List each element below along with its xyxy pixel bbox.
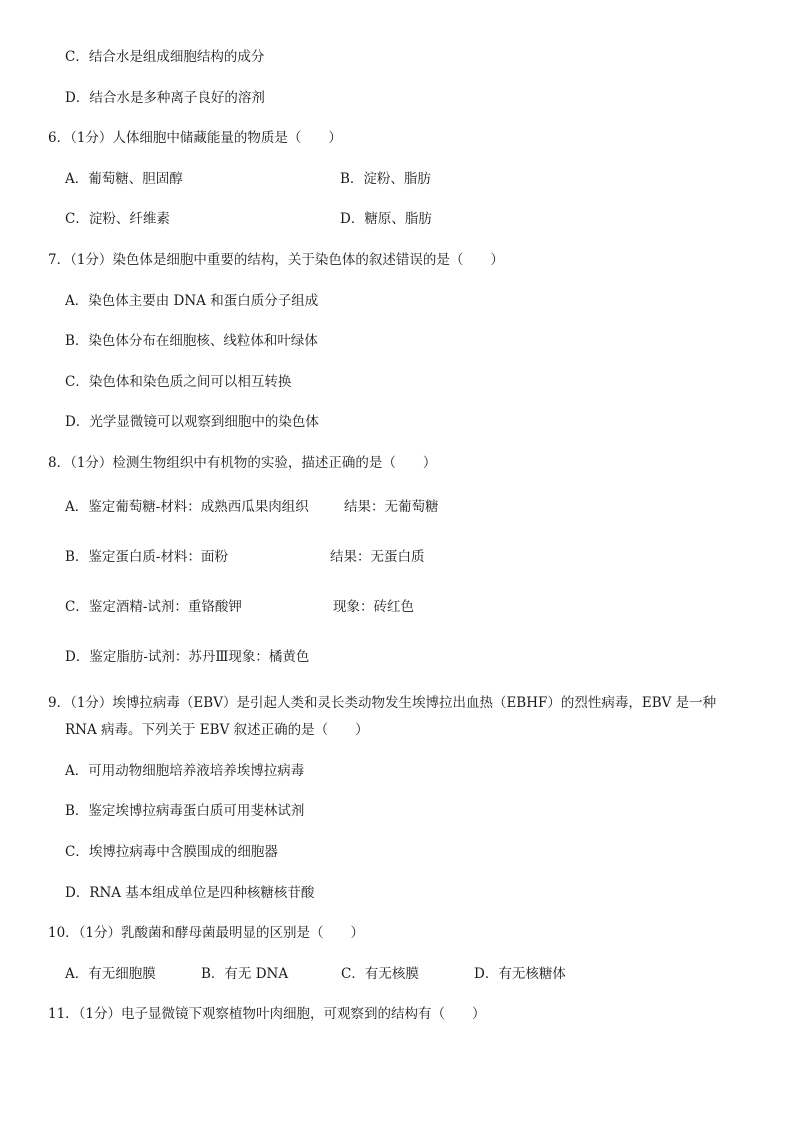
q9-option-c: C．埃博拉病毒中含膜围成的细胞器 — [65, 844, 278, 860]
prev-option-d: D．结合水是多种离子良好的溶剂 — [65, 90, 265, 106]
q7-option-b: B．染色体分布在细胞核、线粒体和叶绿体 — [65, 333, 318, 349]
q8-option-a-result: 结果：无葡萄糖 — [344, 499, 439, 515]
q8-option-c-result: 现象：砖红色 — [333, 599, 414, 615]
q10-option-c: C．有无核膜 — [341, 966, 419, 982]
q8-option-d: D．鉴定脂肪-试剂：苏丹Ⅲ现象：橘黄色 — [65, 649, 310, 665]
question-9-stem-line1: 9．（1分）埃博拉病毒（EBV）是引起人类和灵长类动物发生埃博拉出血热（EBHF）的烈性病毒，EBV 是一种 — [48, 695, 717, 711]
q8-option-b-result: 结果：无蛋白质 — [330, 549, 425, 565]
q7-option-d: D．光学显微镜可以观察到细胞中的染色体 — [65, 414, 319, 430]
q8-option-b: B．鉴定蛋白质-材料：面粉 — [65, 549, 228, 565]
prev-option-c: C．结合水是组成细胞结构的成分 — [65, 49, 265, 65]
q10-option-a: A．有无细胞膜 — [65, 966, 156, 982]
q7-option-a: A．染色体主要由 DNA 和蛋白质分子组成 — [65, 293, 319, 309]
question-9-stem-line2: RNA 病毒。下列关于 EBV 叙述正确的是（ ） — [65, 722, 369, 738]
q10-option-b: B．有无 DNA — [201, 966, 289, 982]
q8-option-c: C．鉴定酒精-试剂：重铬酸钾 — [65, 599, 242, 615]
question-8-stem: 8．（1分）检测生物组织中有机物的实验，描述正确的是（ ） — [48, 455, 437, 471]
q6-option-b: B．淀粉、脂肪 — [340, 171, 431, 187]
question-10-stem: 10．（1分）乳酸菌和酵母菌最明显的区别是（ ） — [48, 925, 365, 941]
q6-option-c: C．淀粉、纤维素 — [65, 211, 170, 227]
q6-option-d: D．糖原、脂肪 — [340, 211, 432, 227]
question-11-stem: 11．（1分）电子显微镜下观察植物叶肉细胞，可观察到的结构有（ ） — [48, 1006, 486, 1022]
q6-option-a: A．葡萄糖、胆固醇 — [65, 171, 183, 187]
q9-option-a: A．可用动物细胞培养液培养埃博拉病毒 — [65, 763, 305, 779]
question-7-stem: 7．（1分）染色体是细胞中重要的结构，关于染色体的叙述错误的是（ ） — [48, 252, 504, 268]
q7-option-c: C．染色体和染色质之间可以相互转换 — [65, 374, 292, 390]
q9-option-d: D．RNA 基本组成单位是四种核糖核苷酸 — [65, 885, 315, 901]
q10-option-d: D．有无核糖体 — [474, 966, 566, 982]
question-6-stem: 6．（1分）人体细胞中储藏能量的物质是（ ） — [48, 130, 342, 146]
q9-option-b: B．鉴定埃博拉病毒蛋白质可用斐林试剂 — [65, 803, 305, 819]
q8-option-a: A．鉴定葡萄糖-材料：成熟西瓜果肉组织 — [65, 499, 309, 515]
